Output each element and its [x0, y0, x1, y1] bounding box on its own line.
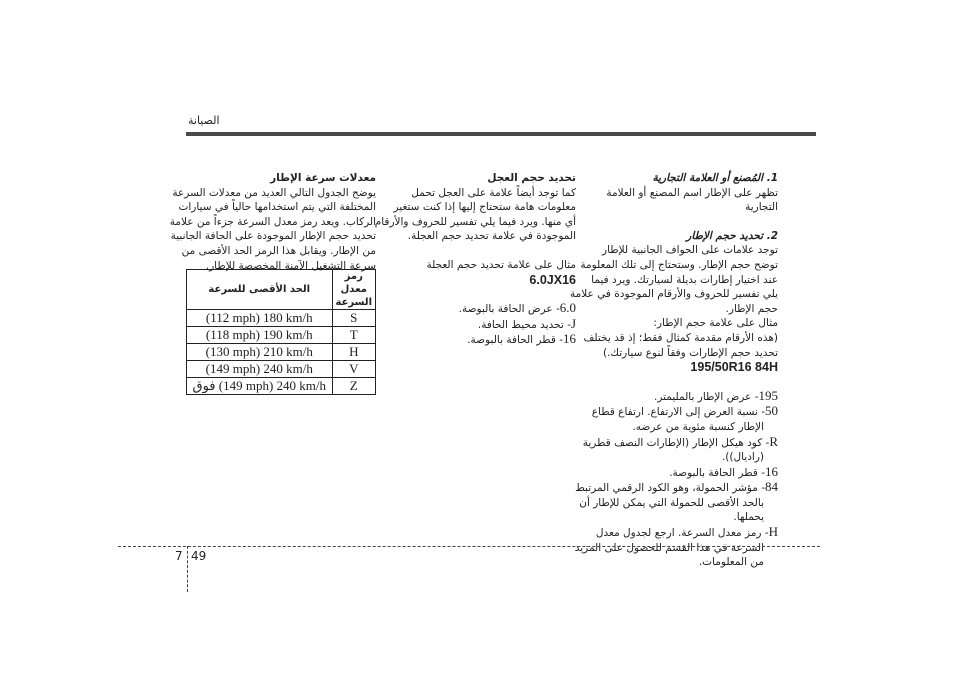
tire-code-desc: بالحد الأقصى للحمولة التي يمكن للإطار أن	[579, 496, 764, 509]
footer-divider	[118, 546, 820, 547]
text-line: عند اختيار إطارات بديلة لسيارتك. ويرد فيما	[591, 273, 778, 286]
table-header-code: رمز معدل السرعة	[332, 270, 375, 310]
tire-code-desc: - نسبة العرض إلى الارتفاع. ارتفاع قطاع	[591, 406, 765, 419]
heading-tire-size: 2. تحديد حجم الإطار	[686, 229, 778, 242]
tire-code-item	[588, 404, 778, 420]
tire-code: 84	[765, 479, 778, 495]
table-row	[187, 310, 376, 327]
section-title: الصيانة	[188, 114, 220, 127]
wheel-code-item	[383, 317, 576, 333]
spacer	[588, 375, 778, 389]
tire-code-desc: - عرض الإطار بالمليمتر.	[654, 390, 759, 403]
table-row	[187, 378, 376, 395]
table-row	[187, 344, 376, 361]
tire-code-desc: من المعلومات.	[698, 556, 764, 569]
spacer	[383, 287, 576, 301]
tire-code-item	[588, 450, 778, 465]
tire-size-example: 195/50R16 84H	[690, 360, 778, 375]
wheel-code-desc: - عرض الحافة بالبوصة.	[458, 303, 560, 316]
text-line: توضح حجم الإطار. وستحتاج إلى تلك المعلومة	[580, 258, 778, 271]
tire-code: H	[768, 524, 778, 540]
wheel-example-label: مثال على علامة تحديد حجم العجلة	[426, 258, 576, 271]
column-speed-ratings	[169, 171, 376, 273]
tire-code-desc: - قطر الحافة بالبوصة.	[669, 466, 765, 479]
tire-code-item	[582, 433, 778, 451]
text-line: الموجودة في علامة تحديد حجم العجلة.	[407, 230, 576, 243]
heading-wheel-size: تحديد حجم العجل	[487, 172, 576, 184]
max-speed: فوق (149 mph) 240 km/h	[187, 378, 333, 395]
tire-code: 195	[758, 387, 778, 403]
text-line: التجارية	[745, 201, 778, 214]
wheel-code: 16	[563, 331, 576, 347]
wheel-size-example: 6.0JX16	[529, 272, 576, 287]
max-speed: (149 mph) 240 km/h	[187, 361, 333, 378]
speed-code: T	[332, 327, 375, 344]
wheel-code-desc: - قطر الحافة بالبوصة.	[467, 334, 563, 347]
tire-code-desc: السرعة في هذا القسم للحصول على المزيد	[574, 541, 764, 554]
spacer	[383, 244, 576, 258]
max-speed: (118 mph) 190 km/h	[187, 327, 333, 344]
chapter-number: 7	[175, 549, 183, 563]
speed-code: Z	[332, 378, 375, 395]
text-line: حجم الإطار.	[725, 302, 778, 315]
page-number: 49	[191, 549, 207, 563]
tire-code-item	[575, 479, 778, 496]
spacer	[588, 215, 778, 229]
text-line: أي منها. ويرد فيما يلي تفسير للحروف والأرقام	[374, 215, 576, 228]
tire-code-desc: يحملها.	[733, 511, 764, 524]
wheel-code: J	[570, 315, 576, 331]
text-line: الركاب. ويعد رمز معدل السرعة جزءاً من علامة	[169, 215, 376, 228]
text-line: المختلفة التي يتم استخدامها حالياً في سيارات	[178, 201, 376, 214]
heading-speed-ratings: معدلات سرعة الإطار	[270, 172, 376, 184]
text-line: كما توجد أيضاً علامة على العجل تحمل	[411, 186, 576, 199]
tire-code-desc: - كود هيكل الإطار (الإطارات النصف قطرية	[582, 436, 770, 449]
tire-code: 16	[765, 463, 778, 479]
tire-code-item	[588, 420, 778, 435]
text-line: تظهر على الإطار اسم المصنع أو العلامة	[606, 186, 778, 199]
column-tire-markings	[570, 171, 778, 570]
header-rule	[186, 132, 816, 136]
wheel-code-item	[383, 301, 576, 317]
tire-code-item	[574, 541, 778, 556]
tire-code-desc: - مؤشر الحمولة، وهو الكود الرقمي المرتبط	[575, 482, 765, 495]
table-row	[187, 361, 376, 378]
text-line: سرعة التشغيل الآمنة المخصصة للإطار.	[205, 259, 376, 272]
text-line: توجد علامات على الحواف الجانبية للإطار	[602, 244, 778, 257]
tire-code: R	[769, 433, 778, 449]
tire-code-item	[588, 555, 778, 570]
tire-code-item	[588, 525, 778, 541]
text-line: تحديد حجم الإطارات وفقاً لنوع سيارتك.)	[602, 346, 778, 359]
heading-manufacturer: 1. المُصنع أو العلامة التجارية	[652, 172, 778, 184]
column-wheel-size	[374, 171, 576, 348]
footer-vertical-divider	[187, 546, 188, 592]
speed-code: V	[332, 361, 375, 378]
tire-code-item	[588, 510, 778, 525]
wheel-code-item	[383, 332, 576, 348]
tire-code-desc: الإطار كنسبة مئوية من عرضه.	[632, 420, 764, 433]
table-header-max-speed: الحد الأقصى للسرعة	[187, 270, 333, 310]
speed-code: S	[332, 310, 375, 327]
text-line: يوضح الجدول التالي العديد من معدلات السرعة	[172, 186, 376, 199]
speed-rating-table	[186, 269, 376, 395]
wheel-code-desc: - تحديد محيط الحافة.	[477, 318, 571, 331]
tire-code-desc: (راديال)).	[721, 451, 764, 464]
text-line: (هذه الأرقام مقدمة كمثال فقط؛ إذ قد يختلف	[583, 331, 778, 344]
tire-code-item	[579, 496, 778, 511]
text-line: تحديد حجم الإطار الموجودة على الحافة الجانبية	[170, 230, 376, 243]
wheel-code: 6.0	[559, 300, 576, 316]
text-line: مثال على علامة حجم الإطار:	[653, 317, 778, 330]
text-line: من الإطار. ويقابل هذا الرمز الحد الأقصى من	[181, 244, 376, 257]
max-speed: (130 mph) 210 km/h	[187, 344, 333, 361]
max-speed: (112 mph) 180 km/h	[187, 310, 333, 327]
text-line: معلومات هامة ستحتاج إليها إذا كنت ستغير	[393, 201, 576, 214]
tire-code-item	[588, 389, 778, 405]
tire-code-item	[588, 465, 778, 481]
tire-code-desc: - رمز معدل السرعة. ارجع لجدول معدل	[595, 527, 769, 540]
table-row	[187, 327, 376, 344]
tire-code: 50	[765, 403, 778, 419]
text-line: يلي تفسير للحروف والأرقام الموجودة في علامة	[570, 288, 778, 301]
speed-code: H	[332, 344, 375, 361]
